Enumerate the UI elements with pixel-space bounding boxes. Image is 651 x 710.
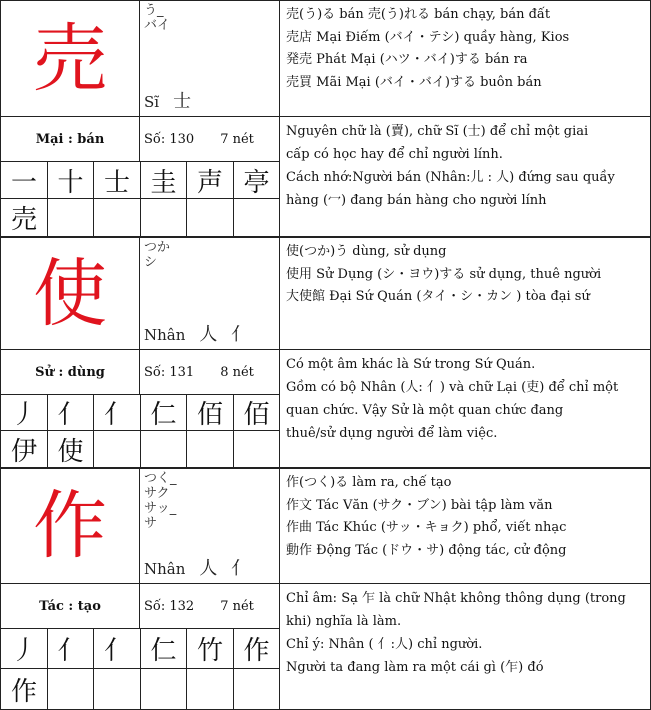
example-line: 売店 Mại Điếm (バイ・テシ) quầy hàng, Kios bbox=[286, 29, 570, 45]
kanji-number: Số: 131 bbox=[144, 364, 195, 380]
example-line: 作文 Tác Văn (サク・ブン) bài tập làm văn bbox=[286, 497, 553, 513]
stroke-count: 7 nét bbox=[220, 598, 254, 614]
note-line: Cách nhớ:Người bán (Nhân:儿 : 人) đứng sau quầy bbox=[286, 170, 615, 185]
radical-name: Sĩ bbox=[144, 93, 160, 111]
example-words bbox=[279, 468, 651, 584]
note-line: cấp có học hay để chỉ người lính. bbox=[286, 147, 503, 162]
radical-kanji: 人 亻 bbox=[199, 324, 254, 345]
stroke-order-cell: 作 bbox=[233, 628, 280, 669]
kanji-number: Số: 132 bbox=[144, 598, 195, 614]
stroke-order-cell: 仁 bbox=[140, 394, 187, 431]
stroke-order-cell: 亻 bbox=[93, 628, 141, 669]
stroke-order-cell bbox=[93, 430, 141, 468]
kanji-large: 売 bbox=[0, 0, 140, 117]
stroke-order-cell bbox=[47, 668, 94, 710]
stroke-order-cell: 佰 bbox=[186, 394, 234, 431]
kanji-meaning: Mại : bán bbox=[0, 116, 140, 162]
radical bbox=[144, 91, 196, 112]
kanji-large: 使 bbox=[0, 237, 140, 350]
note-line: hàng (冖) đang bán hàng cho người lính bbox=[286, 193, 547, 208]
note-line: Nguyên chữ là (賣), chữ Sĩ (士) để chỉ một giai bbox=[286, 124, 589, 139]
note-line: Chỉ âm: Sạ 乍 là chữ Nhật không thông dụng (trong bbox=[286, 591, 626, 606]
reading-line: シ bbox=[144, 255, 158, 270]
stroke-order-cell bbox=[93, 668, 141, 710]
reading-line: つか bbox=[144, 240, 171, 255]
reading-line: サ bbox=[144, 516, 158, 531]
reading-line: サッ_ bbox=[144, 501, 177, 516]
stroke-order-cell: 士 bbox=[93, 161, 141, 199]
stroke-order-cell bbox=[47, 198, 94, 237]
example-line: 使用 Sử Dụng (シ・ヨウ)する sử dụng, thuê người bbox=[286, 266, 602, 282]
stroke-order-cell: 作 bbox=[0, 668, 48, 710]
example-words bbox=[279, 0, 651, 117]
radical bbox=[144, 558, 254, 579]
kanji-large: 作 bbox=[0, 468, 140, 584]
note-line: Gồm có bộ Nhân (人: 亻) và chữ Lại (吏) để chỉ một bbox=[286, 380, 619, 395]
example-line: 発売 Phát Mại (ハツ・バイ)する bán ra bbox=[286, 52, 528, 67]
radical-kanji: 人 亻 bbox=[199, 558, 254, 579]
stroke-order-cell: 十 bbox=[47, 161, 94, 199]
stroke-order-cell bbox=[140, 668, 187, 710]
stroke-order-cell bbox=[186, 668, 234, 710]
stroke-order-cell: 亻 bbox=[93, 394, 141, 431]
stroke-order-cell: 伊 bbox=[0, 430, 48, 468]
example-line: 大使館 Đại Sứ Quán (タイ・シ・カン ) tòa đại sứ bbox=[286, 289, 590, 304]
example-line: 動作 Động Tác (ドウ・サ) động tác, cử động bbox=[286, 542, 567, 558]
note-line: Người ta đang làm ra một cái gì (乍) đó bbox=[286, 660, 544, 675]
stroke-order-cell bbox=[186, 430, 234, 468]
kanji-number-strokes bbox=[139, 583, 280, 629]
stroke-order-cell bbox=[233, 198, 280, 237]
stroke-order-cell bbox=[186, 198, 234, 237]
note-line: khi) nghĩa là làm. bbox=[286, 614, 402, 629]
mnemonic-notes bbox=[279, 116, 651, 237]
reading-line: う_ bbox=[144, 3, 164, 18]
kanji-number-strokes bbox=[139, 116, 280, 162]
stroke-order-cell bbox=[140, 198, 187, 237]
note-line: thuê/sử dụng người để làm việc. bbox=[286, 426, 498, 441]
note-line: quan chức. Vậy Sử là một quan chức đang bbox=[286, 403, 564, 418]
stroke-order-cell: 圭 bbox=[140, 161, 187, 199]
mnemonic-notes bbox=[279, 583, 651, 710]
example-line: 売買 Mãi Mại (バイ・バイ)する buôn bán bbox=[286, 74, 542, 90]
kanji-meaning: Sử : dùng bbox=[0, 349, 140, 395]
note-line: Có một âm khác là Sứ trong Sứ Quán. bbox=[286, 357, 536, 372]
radical-name: Nhân bbox=[144, 560, 186, 578]
stroke-order-cell: 仁 bbox=[140, 628, 187, 669]
reading-line: バイ bbox=[144, 18, 171, 33]
stroke-order-cell: 一 bbox=[0, 161, 48, 199]
stroke-order-cell: 亻 bbox=[47, 628, 94, 669]
example-words bbox=[279, 237, 651, 350]
stroke-order-cell: 売 bbox=[0, 198, 48, 237]
stroke-count: 7 nét bbox=[220, 131, 254, 147]
example-line: 売(う)る bán 売(う)れる bán chạy, bán đất bbox=[286, 7, 551, 22]
kanji-readings bbox=[139, 237, 280, 350]
note-line: Chỉ ý: Nhân ( 亻:人) chỉ người. bbox=[286, 637, 483, 652]
kanji-number-strokes bbox=[139, 349, 280, 395]
example-line: 使(つか)う dùng, sử dụng bbox=[286, 244, 447, 259]
kanji-meaning: Tác : tạo bbox=[0, 583, 140, 629]
kanji-readings bbox=[139, 0, 280, 117]
example-line: 作(つく)る làm ra, chế tạo bbox=[286, 475, 452, 490]
stroke-order-cell: 亻 bbox=[47, 394, 94, 431]
stroke-order-cell: 丿 bbox=[0, 628, 48, 669]
reading-line: つく_ bbox=[144, 471, 177, 486]
reading-line: サク bbox=[144, 486, 170, 501]
stroke-order-cell bbox=[233, 430, 280, 468]
stroke-order-cell: 佰 bbox=[233, 394, 280, 431]
stroke-count: 8 nét bbox=[220, 364, 254, 380]
stroke-order-cell: 使 bbox=[47, 430, 94, 468]
stroke-order-cell: 声 bbox=[186, 161, 234, 199]
stroke-order-cell: 丿 bbox=[0, 394, 48, 431]
example-line: 作曲 Tác Khúc (サッ・キョク) phổ, viết nhạc bbox=[286, 520, 567, 535]
stroke-order-cell: 亭 bbox=[233, 161, 280, 199]
kanji-readings bbox=[139, 468, 280, 584]
stroke-order-cell bbox=[93, 198, 141, 237]
radical-name: Nhân bbox=[144, 326, 186, 344]
radical bbox=[144, 324, 254, 345]
stroke-order-cell bbox=[140, 430, 187, 468]
radical-kanji: 士 bbox=[173, 91, 196, 112]
kanji-number: Số: 130 bbox=[144, 131, 195, 147]
stroke-order-cell: 竹 bbox=[186, 628, 234, 669]
stroke-order-cell bbox=[233, 668, 280, 710]
mnemonic-notes bbox=[279, 349, 651, 468]
